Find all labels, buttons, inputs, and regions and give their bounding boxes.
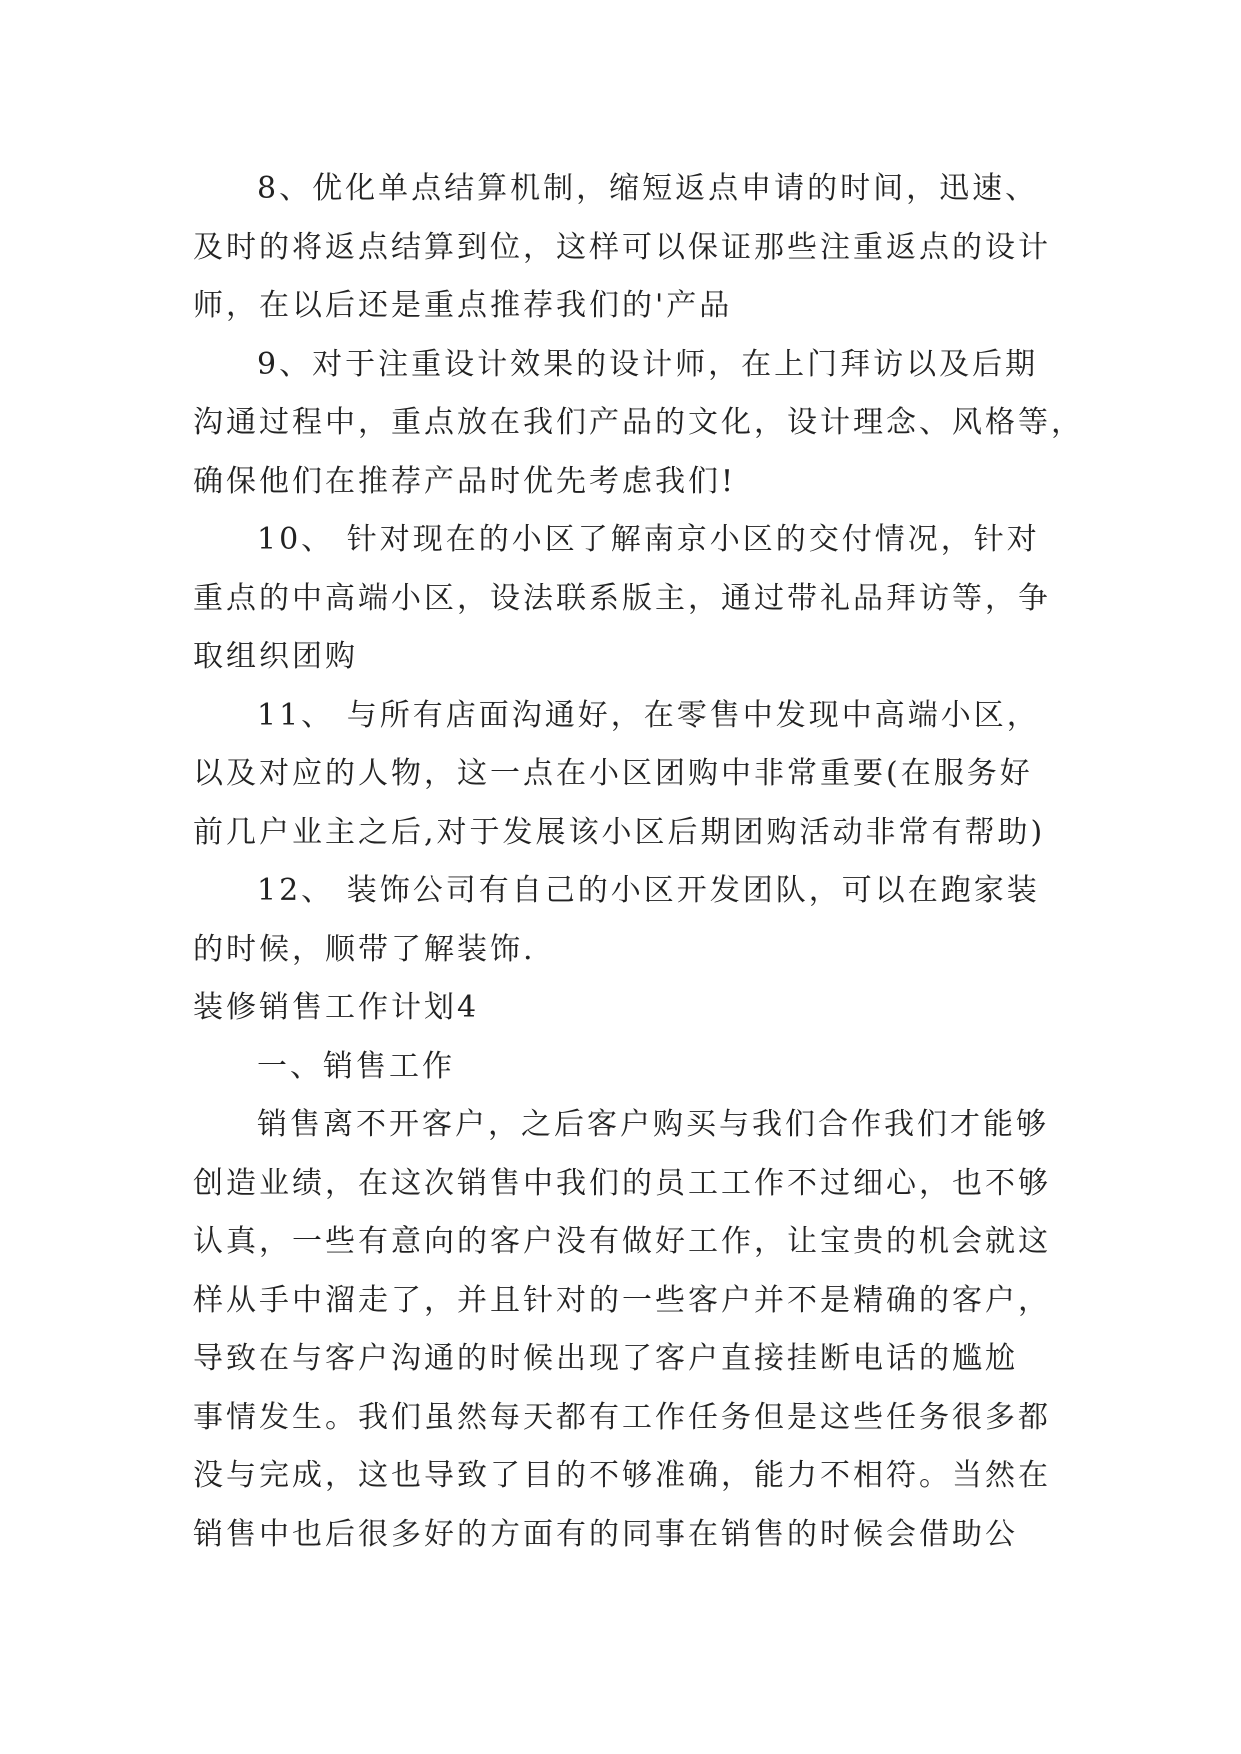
- text-line: 8、优化单点结算机制，缩短返点申请的时间，迅速、: [257, 171, 1039, 206]
- text-line: 认真，一些有意向的客户没有做好工作，让宝贵的机会就这: [193, 1224, 1051, 1259]
- text-line: 前几户业主之后,对于发展该小区后期团购活动非常有帮助): [193, 814, 1046, 850]
- text-line: 师，在以后还是重点推荐我们的'产品: [193, 288, 733, 323]
- subsection-heading: 一、销售工作: [257, 1048, 455, 1084]
- text-line: 事情发生。我们虽然每天都有工作任务但是这些任务很多都: [193, 1399, 1051, 1435]
- text-line: 以及对应的人物，这一点在小区团购中非常重要(在服务好: [193, 756, 1033, 791]
- text-line: 样从手中溜走了，并且针对的一些客户并不是精确的客户，: [193, 1282, 1051, 1318]
- text-line: 创造业绩，在这次销售中我们的员工工作不过细心，也不够: [193, 1165, 1051, 1201]
- document-body: [193, 160, 1084, 1564]
- text-line: 重点的中高端小区，设法联系版主，通过带礼品拜访等，争: [193, 580, 1051, 616]
- text-line: 12、 装饰公司有自己的小区开发团队，可以在跑家装: [257, 873, 1040, 908]
- text-line: 的时候，顺带了解装饰.: [193, 931, 536, 967]
- section-heading: 装修销售工作计划4: [193, 990, 480, 1025]
- text-line: 及时的将返点结算到位，这样可以保证那些注重返点的设计: [193, 229, 1051, 265]
- text-line: 11、 与所有店面沟通好，在零售中发现中高端小区，: [257, 697, 1040, 733]
- text-line: 取组织团购: [193, 639, 358, 674]
- text-line: 销售离不开客户，之后客户购买与我们合作我们才能够: [257, 1107, 1049, 1142]
- text-line: 10、 针对现在的小区了解南京小区的交付情况，针对: [257, 522, 1040, 557]
- text-line: 导致在与客户沟通的时候出现了客户直接挂断电话的尴尬: [193, 1341, 1018, 1376]
- text-line: 没与完成，这也导致了目的不够准确，能力不相符。当然在: [193, 1458, 1051, 1493]
- text-line: 9、对于注重设计效果的设计师，在上门拜访以及后期: [257, 346, 1039, 382]
- text-line: 沟通过程中，重点放在我们产品的文化，设计理念、风格等，: [193, 405, 1084, 440]
- text-line: 确保他们在推荐产品时优先考虑我们!: [193, 463, 737, 499]
- text-line: 销售中也后很多好的方面有的同事在销售的时候会借助公: [193, 1516, 1018, 1552]
